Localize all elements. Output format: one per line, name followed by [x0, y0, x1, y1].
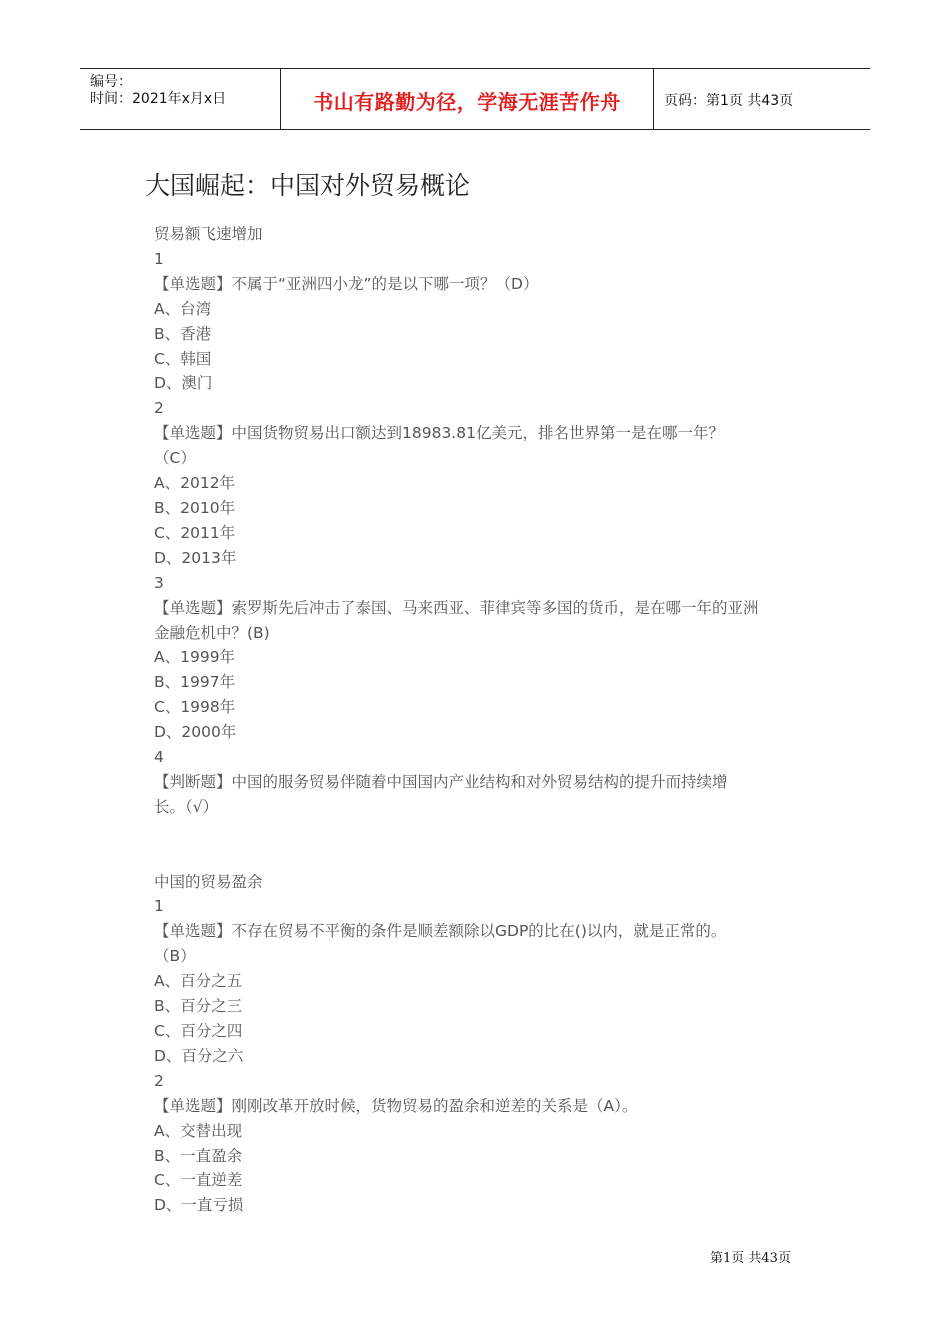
answer-option: B、2010年	[154, 498, 236, 517]
question-text: 【单选题】索罗斯先后冲击了泰国、马来西亚、菲律宾等多国的货币，是在哪一年的亚洲	[154, 598, 759, 617]
header-motto: 书山有路勤为径，学海无涯苦作舟	[313, 90, 621, 114]
question-text: 【单选题】不存在贸易不平衡的条件是顺差额除以GDP的比在()以内，就是正常的。	[154, 922, 727, 941]
answer-option: D、澳门	[154, 374, 213, 393]
answer-option: B、百分之三	[154, 997, 243, 1016]
question-number: 2	[154, 1071, 164, 1090]
answer-option: A、2012年	[154, 474, 236, 493]
question-text: （B）	[154, 947, 196, 966]
answer-option: D、百分之六	[154, 1046, 244, 1065]
page-header	[80, 68, 870, 130]
document-number-label: 编号：	[90, 74, 132, 90]
answer-option: C、1998年	[154, 698, 236, 717]
header-page-cell	[654, 69, 870, 129]
answer-option: C、一直逆差	[154, 1171, 243, 1190]
answer-option: A、1999年	[154, 648, 236, 667]
document-date-label: 时间：2021年x月x日	[90, 91, 227, 107]
answer-option: D、一直亏损	[154, 1196, 244, 1215]
document-body	[154, 222, 806, 1218]
page-footer: 第1页 共43页	[710, 1251, 791, 1266]
answer-option: C、百分之四	[154, 1021, 243, 1040]
header-info-cell	[80, 69, 281, 129]
question-number: 1	[154, 249, 164, 268]
answer-option: D、2013年	[154, 548, 237, 567]
answer-option: C、2011年	[154, 523, 236, 542]
section-heading: 贸易额飞速增加	[154, 225, 263, 243]
question-text: 【判断题】中国的服务贸易伴随着中国国内产业结构和对外贸易结构的提升而持续增	[154, 772, 728, 791]
answer-option: B、1997年	[154, 673, 236, 692]
question-text: 【单选题】不属于“亚洲四小龙”的是以下哪一项？（D）	[154, 274, 539, 293]
question-number: 4	[154, 748, 164, 767]
answer-option: A、百分之五	[154, 972, 243, 991]
question-text: 【单选题】刚刚改革开放时候，货物贸易的盈余和逆差的关系是（A）。	[154, 1096, 638, 1115]
document-title: 大国崛起：中国对外贸易概论	[145, 171, 471, 200]
answer-option: B、一直盈余	[154, 1146, 243, 1165]
section-heading: 中国的贸易盈余	[154, 872, 263, 891]
answer-option: C、韩国	[154, 349, 212, 368]
question-text: 金融危机中？(B)	[154, 623, 270, 642]
question-number: 3	[154, 573, 164, 592]
question-number: 1	[154, 897, 164, 916]
section-spacer	[154, 820, 806, 870]
header-motto-cell	[281, 69, 654, 129]
answer-option: D、2000年	[154, 723, 237, 742]
answer-option: B、香港	[154, 324, 212, 343]
question-number: 2	[154, 399, 164, 418]
answer-option: A、台湾	[154, 299, 212, 318]
question-text: 长。（√）	[154, 797, 219, 816]
question-text: （C）	[154, 449, 196, 468]
header-page-number: 页码：第1页 共43页	[664, 93, 794, 109]
answer-option: A、交替出现	[154, 1121, 243, 1140]
question-text: 【单选题】中国货物贸易出口额达到18983.81亿美元，排名世界第一是在哪一年？	[154, 424, 724, 443]
